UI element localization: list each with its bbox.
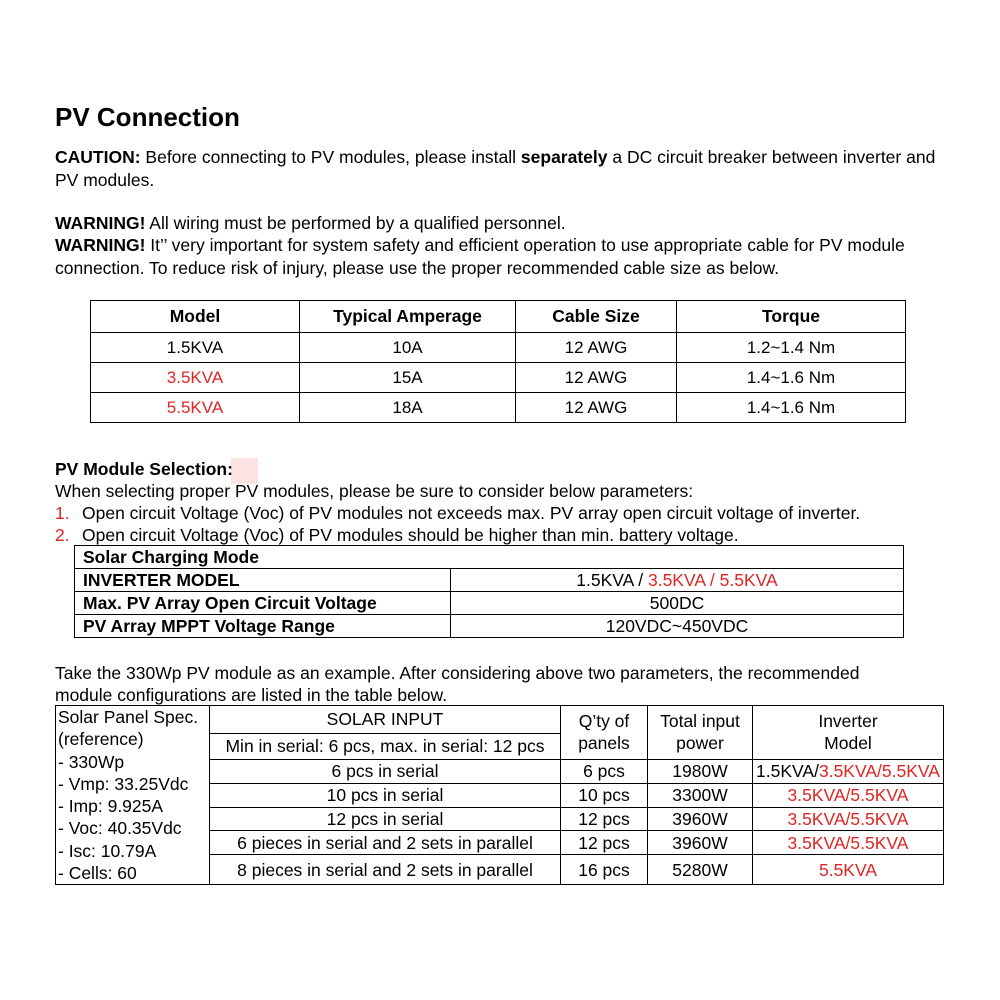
cell-cable-size: 12 AWG <box>516 333 677 363</box>
row-value: 120VDC~450VDC <box>451 615 904 638</box>
cell-cable-size: 12 AWG <box>516 393 677 423</box>
cell-solar-input: 10 pcs in serial <box>210 783 561 807</box>
row-value: 500DC <box>451 592 904 615</box>
table-row <box>75 615 904 638</box>
page-title: PV Connection <box>55 102 240 132</box>
cell-power: 3960W <box>648 831 753 855</box>
warning-2-label: WARNING! <box>55 235 146 255</box>
table-row <box>91 333 906 363</box>
list-item-text: Open circuit Voltage (Voc) of PV modules should be higher than min. battery voltage. <box>82 525 739 545</box>
cell-qty: 16 pcs <box>561 855 648 885</box>
cell-inverter-model <box>753 759 944 783</box>
cell-model: 5.5KVA <box>91 393 300 423</box>
warning-2-text: It’’ very important for system safety and efficient operation to use appropriate cable for PV module connection. To reduce risk of injury, please use the proper recommended cable size as below. <box>55 235 905 278</box>
cell-power: 3300W <box>648 783 753 807</box>
cell-torque: 1.4~1.6 Nm <box>677 393 906 423</box>
cell-qty: 12 pcs <box>561 807 648 831</box>
value-black: 1.5KVA / <box>576 570 648 590</box>
caution-paragraph <box>55 146 960 191</box>
caution-label: CAUTION: <box>55 147 141 167</box>
module-selection-heading: PV Module Selection: <box>55 459 233 479</box>
cell-model: 3.5KVA <box>91 363 300 393</box>
warning-2-paragraph <box>55 234 960 279</box>
table-header-row <box>91 301 906 333</box>
header-model-line: Inverter <box>818 711 878 732</box>
table-row <box>91 363 906 393</box>
model-red: 3.5KVA/5.5KVA <box>818 761 940 782</box>
spec-line: (reference) <box>58 729 144 750</box>
row-value <box>451 569 904 592</box>
spec-line: Solar Panel Spec. <box>58 707 199 727</box>
cell-model: 1.5KVA <box>91 333 300 363</box>
cell-inverter-model: 3.5KVA/5.5KVA <box>753 783 944 807</box>
spec-line: - 330Wp <box>58 751 125 772</box>
table-row <box>75 592 904 615</box>
spec-line: - Vmp: 33.25Vdc <box>58 773 189 794</box>
header-inverter-model <box>753 706 944 760</box>
table-header-row <box>56 706 944 734</box>
spec-line: - Voc: 40.35Vdc <box>58 818 182 839</box>
cell-torque: 1.4~1.6 Nm <box>677 363 906 393</box>
header-qty <box>561 706 648 760</box>
row-label: PV Array MPPT Voltage Range <box>75 615 451 638</box>
cell-solar-input: 12 pcs in serial <box>210 807 561 831</box>
header-model-line: Model <box>824 733 872 754</box>
warning-1-label: WARNING! <box>55 213 146 233</box>
cell-inverter-model: 3.5KVA/5.5KVA <box>753 831 944 855</box>
model-black: 1.5KVA/ <box>756 761 819 782</box>
cell-solar-input: 6 pieces in serial and 2 sets in parallel <box>210 831 561 855</box>
cell-power: 1980W <box>648 759 753 783</box>
cell-qty: 10 pcs <box>561 783 648 807</box>
header-cable-size: Cable Size <box>516 301 677 333</box>
spec-line: - Cells: 60 <box>58 863 137 884</box>
header-power-line: power <box>676 733 724 754</box>
row-label: INVERTER MODEL <box>75 569 451 592</box>
spec-line: - Imp: 9.925A <box>58 796 164 817</box>
header-min-max-serial: Min in serial: 6 pcs, max. in serial: 12 pcs <box>210 733 561 759</box>
cell-amperage: 15A <box>300 363 516 393</box>
module-selection-intro: When selecting proper PV modules, please be sure to consider below parameters: <box>55 481 694 501</box>
caution-text-2: a DC circuit breaker between inverter and PV modules. <box>55 147 936 190</box>
header-solar-input: SOLAR INPUT <box>210 706 561 734</box>
cell-power: 3960W <box>648 807 753 831</box>
list-item <box>55 524 739 546</box>
header-torque: Torque <box>677 301 906 333</box>
panel-spec-cell <box>56 706 210 885</box>
caution-bold-word: separately <box>520 147 608 167</box>
cell-qty: 6 pcs <box>561 759 648 783</box>
example-paragraph: Take the 330Wp PV module as an example. After considering above two parameters, the recommended module configurations are listed in the table below. <box>55 663 860 705</box>
value-red: 3.5KVA / 5.5KVA <box>647 570 778 590</box>
header-qty-line: Q’ty of <box>578 711 630 732</box>
module-config-table <box>55 705 944 885</box>
header-power-line: Total input <box>660 711 740 732</box>
row-label: Max. PV Array Open Circuit Voltage <box>75 592 451 615</box>
caution-text-1: Before connecting to PV modules, please install <box>140 147 521 167</box>
spec-line: - Isc: 10.79A <box>58 840 157 861</box>
list-item <box>55 502 860 524</box>
table-row <box>91 393 906 423</box>
cell-qty: 12 pcs <box>561 831 648 855</box>
solar-charging-table <box>74 545 904 638</box>
cell-power: 5280W <box>648 855 753 885</box>
table-row <box>75 569 904 592</box>
cell-amperage: 10A <box>300 333 516 363</box>
table-title-row <box>75 546 904 569</box>
cell-cable-size: 12 AWG <box>516 363 677 393</box>
list-item-text: Open circuit Voltage (Voc) of PV modules not exceeds max. PV array open circuit voltage of inverter. <box>82 503 861 523</box>
cell-inverter-model: 5.5KVA <box>753 855 944 885</box>
cell-inverter-model: 3.5KVA/5.5KVA <box>753 807 944 831</box>
cell-solar-input: 6 pcs in serial <box>210 759 561 783</box>
warning-1-paragraph <box>55 212 960 235</box>
list-item-number: 2. <box>55 525 70 545</box>
solar-charging-title: Solar Charging Mode <box>75 546 904 569</box>
cell-torque: 1.2~1.4 Nm <box>677 333 906 363</box>
cable-size-table <box>90 300 906 423</box>
cell-amperage: 18A <box>300 393 516 423</box>
cell-solar-input: 8 pieces in serial and 2 sets in parallel <box>210 855 561 885</box>
warning-1-text: All wiring must be performed by a qualified personnel. <box>145 213 566 233</box>
header-typical-amperage: Typical Amperage <box>300 301 516 333</box>
header-model: Model <box>91 301 300 333</box>
header-qty-line: panels <box>578 733 630 754</box>
header-total-power <box>648 706 753 760</box>
list-item-number: 1. <box>55 503 70 523</box>
